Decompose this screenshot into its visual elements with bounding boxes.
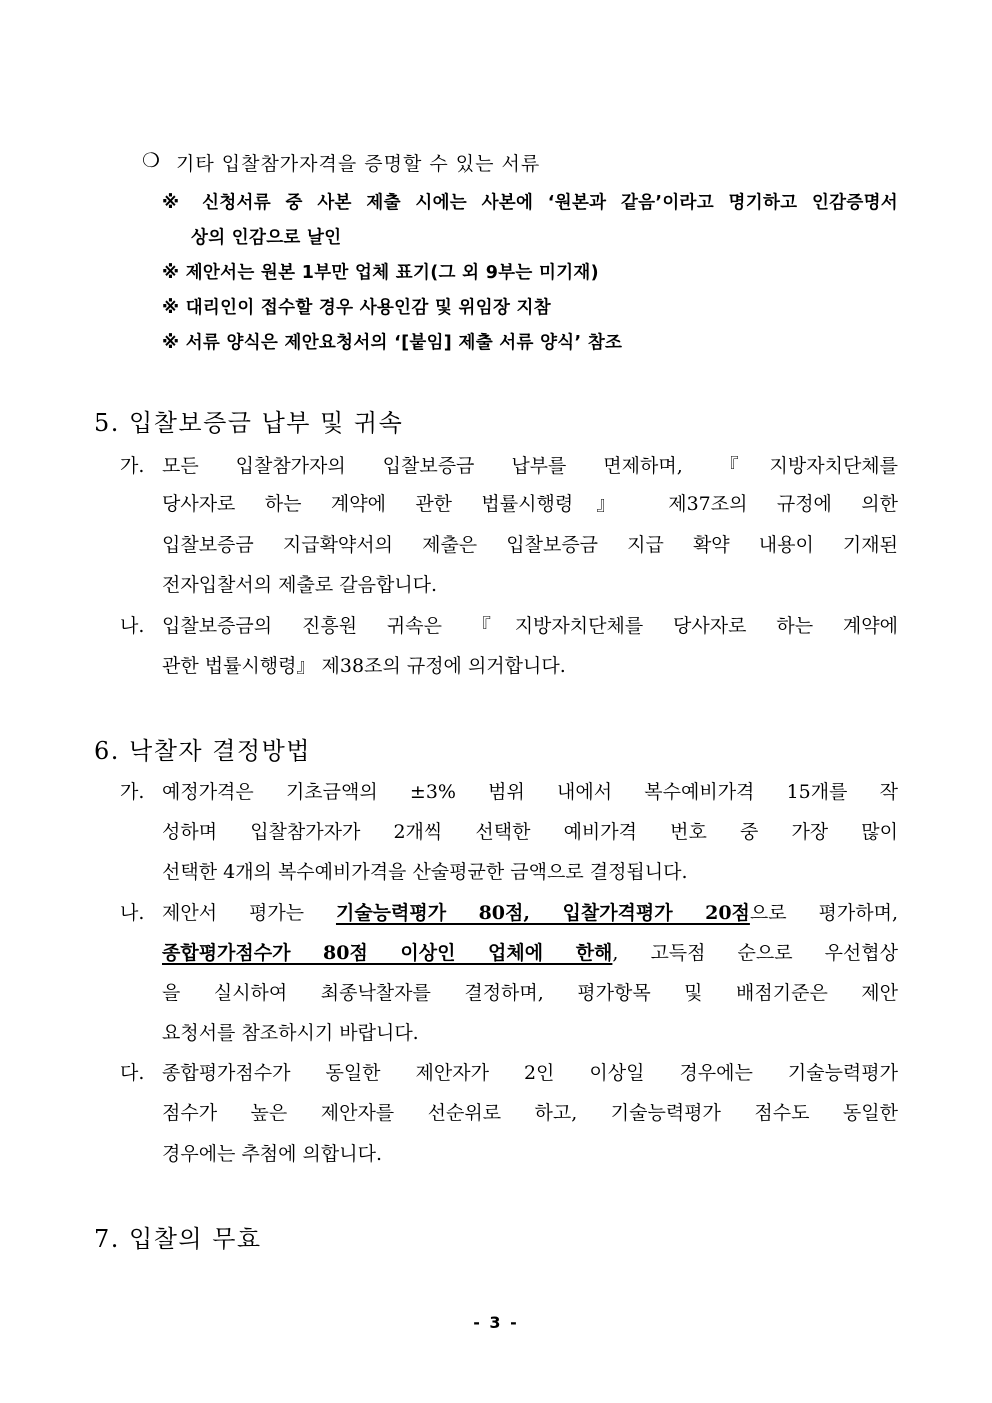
- emphasis-text: 기술능력평가 80점, 입찰가격평가 20점: [335, 902, 750, 924]
- paragraph-line: 당사자로 하는 계약에 관한 법률시행령』 제37조의 규정에 의한: [162, 493, 898, 515]
- section-heading: 6. 낙찰자 결정방법: [94, 737, 311, 765]
- text-run: 으로 평가하며,: [749, 902, 898, 924]
- paragraph-line: [162, 938, 898, 965]
- paragraph-line: 관한 법률시행령』 제38조의 규정에 의거합니다.: [162, 655, 566, 677]
- emphasis-text: 종합평가점수가 80점 이상인 업체에 한해: [162, 942, 613, 964]
- paragraph-line: 경우에는 추첨에 의합니다.: [162, 1143, 383, 1165]
- paragraph-line: 모든 입찰참가자의 입찰보증금 납부를 면제하며, 『지방자치단체를: [162, 455, 898, 477]
- page-number: - 3 -: [473, 1313, 519, 1332]
- paragraph-line: 입찰보증금의 진흥원 귀속은 『지방자치단체를 당사자로 하는 계약에: [162, 615, 898, 637]
- paragraph-line: 종합평가점수가 동일한 제안자가 2인 이상일 경우에는 기술능력평가: [162, 1062, 898, 1084]
- section-heading: 7. 입찰의 무효: [94, 1225, 262, 1253]
- circle-bullet-icon: ❍: [142, 148, 160, 172]
- note-line: ※ 신청서류 중 사본 제출 시에는 사본에 ‘원본과 같음’이라고 명기하고 인감증명서: [162, 193, 898, 213]
- note-line: ※ 제안서는 원본 1부만 업체 표기(그 외 9부는 미기재): [162, 263, 599, 283]
- paragraph-line: 성하며 입찰참가자가 2개씩 선택한 예비가격 번호 중 가장 많이: [162, 821, 898, 843]
- item-marker: 나.: [120, 615, 145, 637]
- note-line: ※ 서류 양식은 제안요청서의 ‘[붙임] 제출 서류 양식’ 참조: [162, 333, 623, 353]
- paragraph-line: 점수가 높은 제안자를 선순위로 하고, 기술능력평가 점수도 동일한: [162, 1102, 898, 1124]
- note-line: ※ 대리인이 접수할 경우 사용인감 및 위임장 지참: [162, 298, 551, 318]
- text-run: 제안서 평가는: [162, 902, 336, 924]
- paragraph-line: 선택한 4개의 복수예비가격을 산술평균한 금액으로 결정됩니다.: [162, 861, 688, 883]
- paragraph-line: 전자입찰서의 제출로 갈음합니다.: [162, 574, 438, 596]
- paragraph-line: 예정가격은 기초금액의 ±3% 범위 내에서 복수예비가격 15개를 작: [162, 781, 898, 803]
- item-marker: 나.: [120, 902, 145, 924]
- bullet-text: 기타 입찰참가자격을 증명할 수 있는 서류: [176, 153, 541, 175]
- item-marker: 가.: [120, 455, 145, 477]
- item-marker: 다.: [120, 1062, 145, 1084]
- item-marker: 가.: [120, 781, 145, 803]
- paragraph-line: 을 실시하여 최종낙찰자를 결정하며, 평가항목 및 배점기준은 제안: [162, 982, 898, 1004]
- section-heading: 5. 입찰보증금 납부 및 귀속: [94, 409, 404, 437]
- text-run: , 고득점 순으로 우선협상: [612, 942, 898, 964]
- note-line: 상의 인감으로 날인: [191, 228, 342, 248]
- paragraph-line: 입찰보증금 지급확약서의 제출은 입찰보증금 지급 확약 내용이 기재된: [162, 534, 898, 556]
- paragraph-line: 요청서를 참조하시기 바랍니다.: [162, 1022, 419, 1044]
- paragraph-line: [162, 898, 898, 925]
